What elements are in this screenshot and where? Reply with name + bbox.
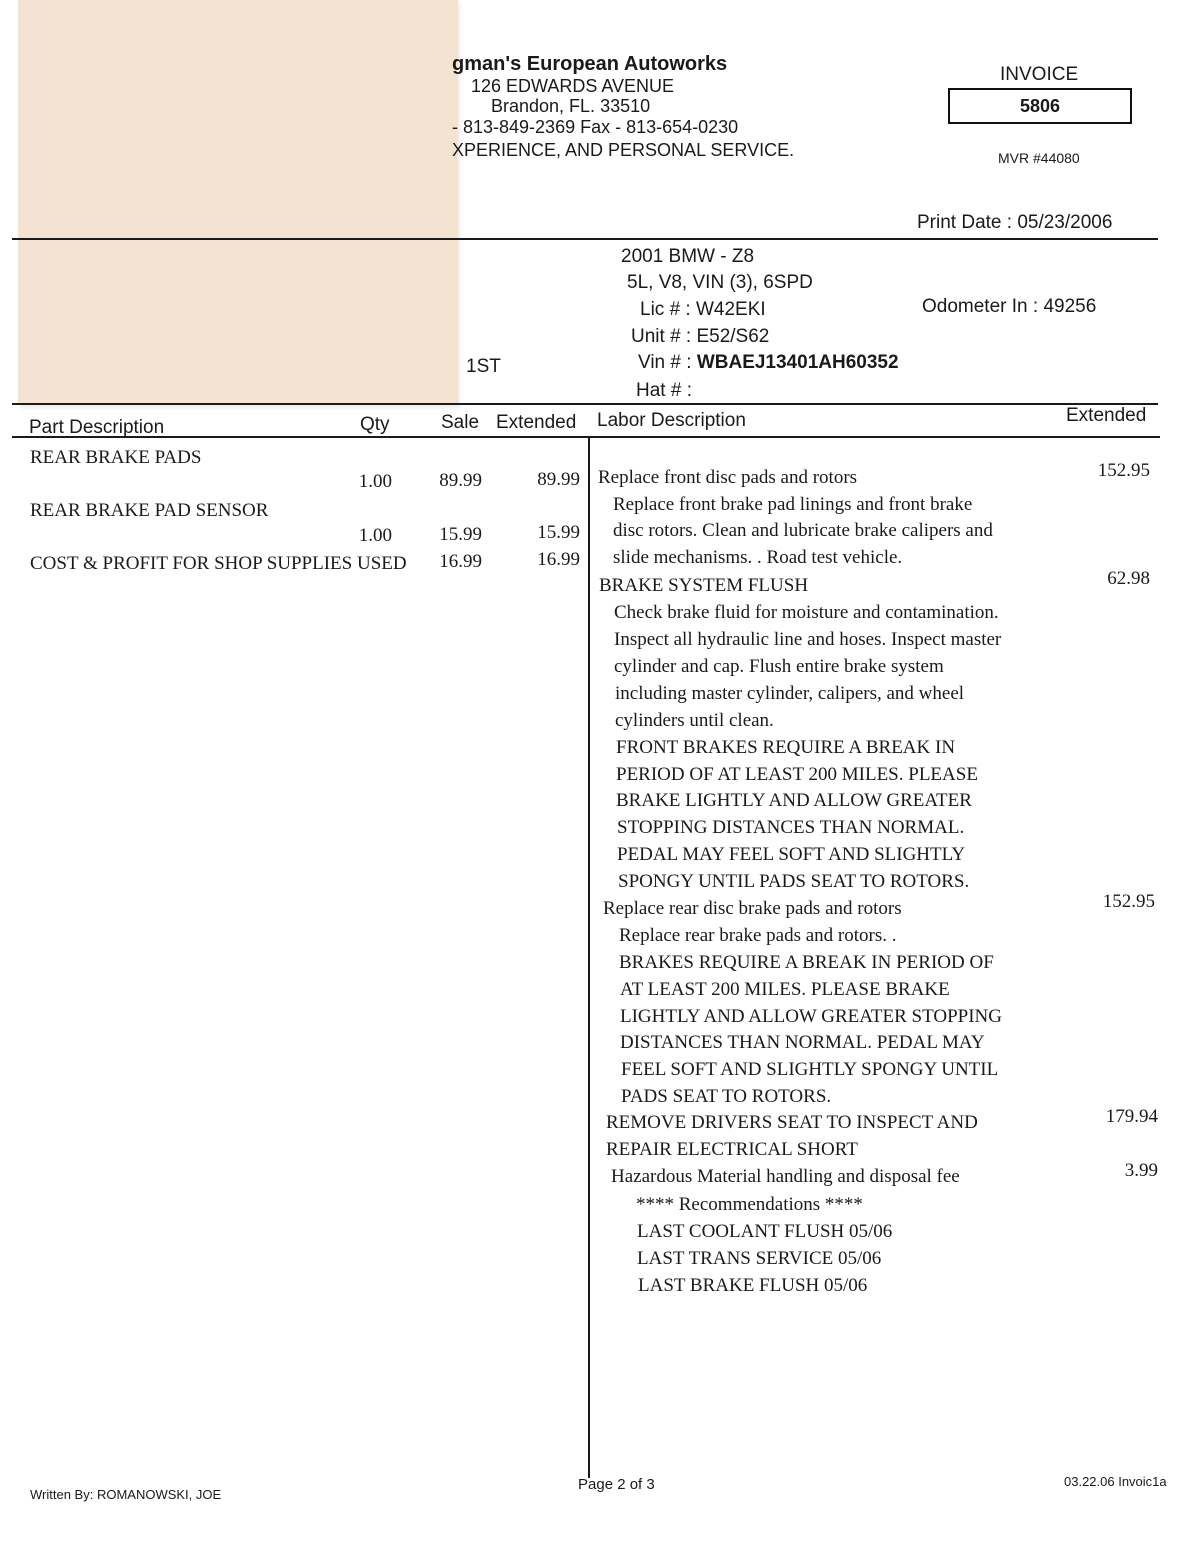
part-description: REAR BRAKE PAD SENSOR	[30, 500, 269, 521]
labor-title: Replace rear disc brake pads and rotors	[603, 898, 902, 919]
labor-line: Inspect all hydraulic line and hoses. Inspect master	[614, 629, 1002, 650]
labor-amount: 179.94	[1105, 1106, 1158, 1127]
part-qty: 1.00	[358, 525, 392, 546]
labor-line: Replace front brake pad linings and front brake	[613, 494, 973, 515]
odometer-in: Odometer In : 49256	[922, 296, 1097, 317]
labor-line: REPAIR ELECTRICAL SHORT	[606, 1139, 858, 1160]
part-extended: 89.99	[537, 469, 580, 490]
shop-phone-fax: - 813-849-2369 Fax - 813-654-0230	[452, 117, 739, 137]
labor-line: FRONT BRAKES REQUIRE A BREAK IN	[616, 737, 956, 758]
labor-amount: 3.99	[1124, 1160, 1158, 1181]
vehicle-rule	[12, 403, 1158, 405]
part-extended: 16.99	[537, 549, 580, 570]
labor-amount: 152.95	[1102, 891, 1155, 912]
mvr-number: MVR #44080	[998, 150, 1080, 166]
recommendation-item: LAST TRANS SERVICE 05/06	[637, 1248, 882, 1269]
invoice-number-box	[948, 88, 1132, 124]
labor-line: DISTANCES THAN NORMAL. PEDAL MAY	[620, 1032, 985, 1053]
labor-line: FEEL SOFT AND SLIGHTLY SPONGY UNTIL	[621, 1059, 999, 1080]
labor-line: AT LEAST 200 MILES. PLEASE BRAKE	[620, 979, 950, 1000]
labor-line: PADS SEAT TO ROTORS.	[621, 1086, 832, 1107]
vehicle-vin	[638, 352, 899, 374]
labor-line: LIGHTLY AND ALLOW GREATER STOPPING	[620, 1006, 1002, 1027]
part-qty: 1.00	[358, 471, 392, 492]
customer-side-note: 1ST	[466, 356, 501, 377]
invoice-number: 5806	[1019, 95, 1061, 116]
labor-line: Replace rear brake pads and rotors. .	[619, 925, 897, 946]
shop-address: 126 EDWARDS AVENUE	[471, 76, 675, 96]
vehicle-model: 2001 BMW - Z8	[621, 246, 755, 267]
page-number: Page 2 of 3	[578, 1476, 655, 1493]
labor-line: Check brake fluid for moisture and contamination.	[614, 602, 999, 623]
recommendations-header: **** Recommendations ****	[636, 1194, 863, 1215]
form-code: 03.22.06 Invoic1a	[1064, 1474, 1167, 1489]
recommendation-item: LAST COOLANT FLUSH 05/06	[637, 1221, 893, 1242]
labor-title: Replace front disc pads and rotors	[598, 467, 858, 488]
labor-line: PERIOD OF AT LEAST 200 MILES. PLEASE	[616, 764, 978, 785]
recommendation-item: LAST BRAKE FLUSH 05/06	[638, 1275, 868, 1296]
part-sale: 15.99	[439, 524, 482, 545]
labor-line: cylinders until clean.	[615, 710, 774, 731]
vin-label: Vin # :	[638, 352, 692, 373]
vehicle-unit: Unit # : E52/S62	[631, 326, 770, 347]
labor-amount: 62.98	[1107, 568, 1150, 589]
col-part-description: Part Description	[29, 417, 165, 438]
invoice-label: INVOICE	[1000, 64, 1079, 85]
labor-line: PEDAL MAY FEEL SOFT AND SLIGHTLY	[617, 844, 966, 865]
col-labor-description: Labor Description	[597, 410, 746, 431]
labor-line: SPONGY UNTIL PADS SEAT TO ROTORS.	[618, 871, 970, 892]
part-extended: 15.99	[537, 522, 580, 543]
labor-title: REMOVE DRIVERS SEAT TO INSPECT AND	[606, 1112, 978, 1133]
shop-name: gman's European Autoworks	[452, 53, 728, 75]
shop-tagline: XPERIENCE, AND PERSONAL SERVICE.	[452, 140, 795, 160]
part-description: COST & PROFIT FOR SHOP SUPPLIES USED	[30, 553, 407, 574]
part-sale: 16.99	[439, 551, 482, 572]
labor-line: BRAKES REQUIRE A BREAK IN PERIOD OF	[619, 952, 994, 973]
col-sale: Sale	[441, 412, 480, 433]
labor-amount: 152.95	[1097, 460, 1150, 481]
labor-line: BRAKE LIGHTLY AND ALLOW GREATER	[616, 790, 972, 811]
print-date: Print Date : 05/23/2006	[917, 212, 1113, 233]
labor-line: cylinder and cap. Flush entire brake system	[614, 656, 944, 677]
col-labor-extended: Extended	[1066, 405, 1147, 426]
col-extended: Extended	[496, 412, 577, 433]
written-by: Written By: ROMANOWSKI, JOE	[30, 1487, 222, 1502]
labor-title: Hazardous Material handling and disposal fee	[611, 1166, 960, 1187]
labor-line: disc rotors. Clean and lubricate brake calipers and	[613, 520, 993, 541]
sticky-note	[18, 0, 458, 405]
col-qty: Qty	[360, 414, 390, 435]
column-divider	[588, 438, 590, 1478]
vin-value: WBAEJ13401AH60352	[696, 352, 899, 373]
part-sale: 89.99	[439, 470, 482, 491]
vehicle-engine: 5L, V8, VIN (3), 6SPD	[627, 272, 813, 293]
shop-city: Brandon, FL. 33510	[491, 96, 651, 116]
column-header-rule	[12, 436, 1160, 438]
labor-line: STOPPING DISTANCES THAN NORMAL.	[617, 817, 965, 838]
vehicle-license: Lic # : W42EKI	[640, 299, 766, 320]
header-rule	[12, 238, 1158, 240]
labor-line: slide mechanisms. . Road test vehicle.	[613, 547, 903, 568]
labor-title: BRAKE SYSTEM FLUSH	[599, 575, 809, 596]
part-description: REAR BRAKE PADS	[30, 447, 202, 468]
vehicle-hat: Hat # :	[636, 380, 692, 401]
labor-line: including master cylinder, calipers, and wheel	[615, 683, 965, 704]
